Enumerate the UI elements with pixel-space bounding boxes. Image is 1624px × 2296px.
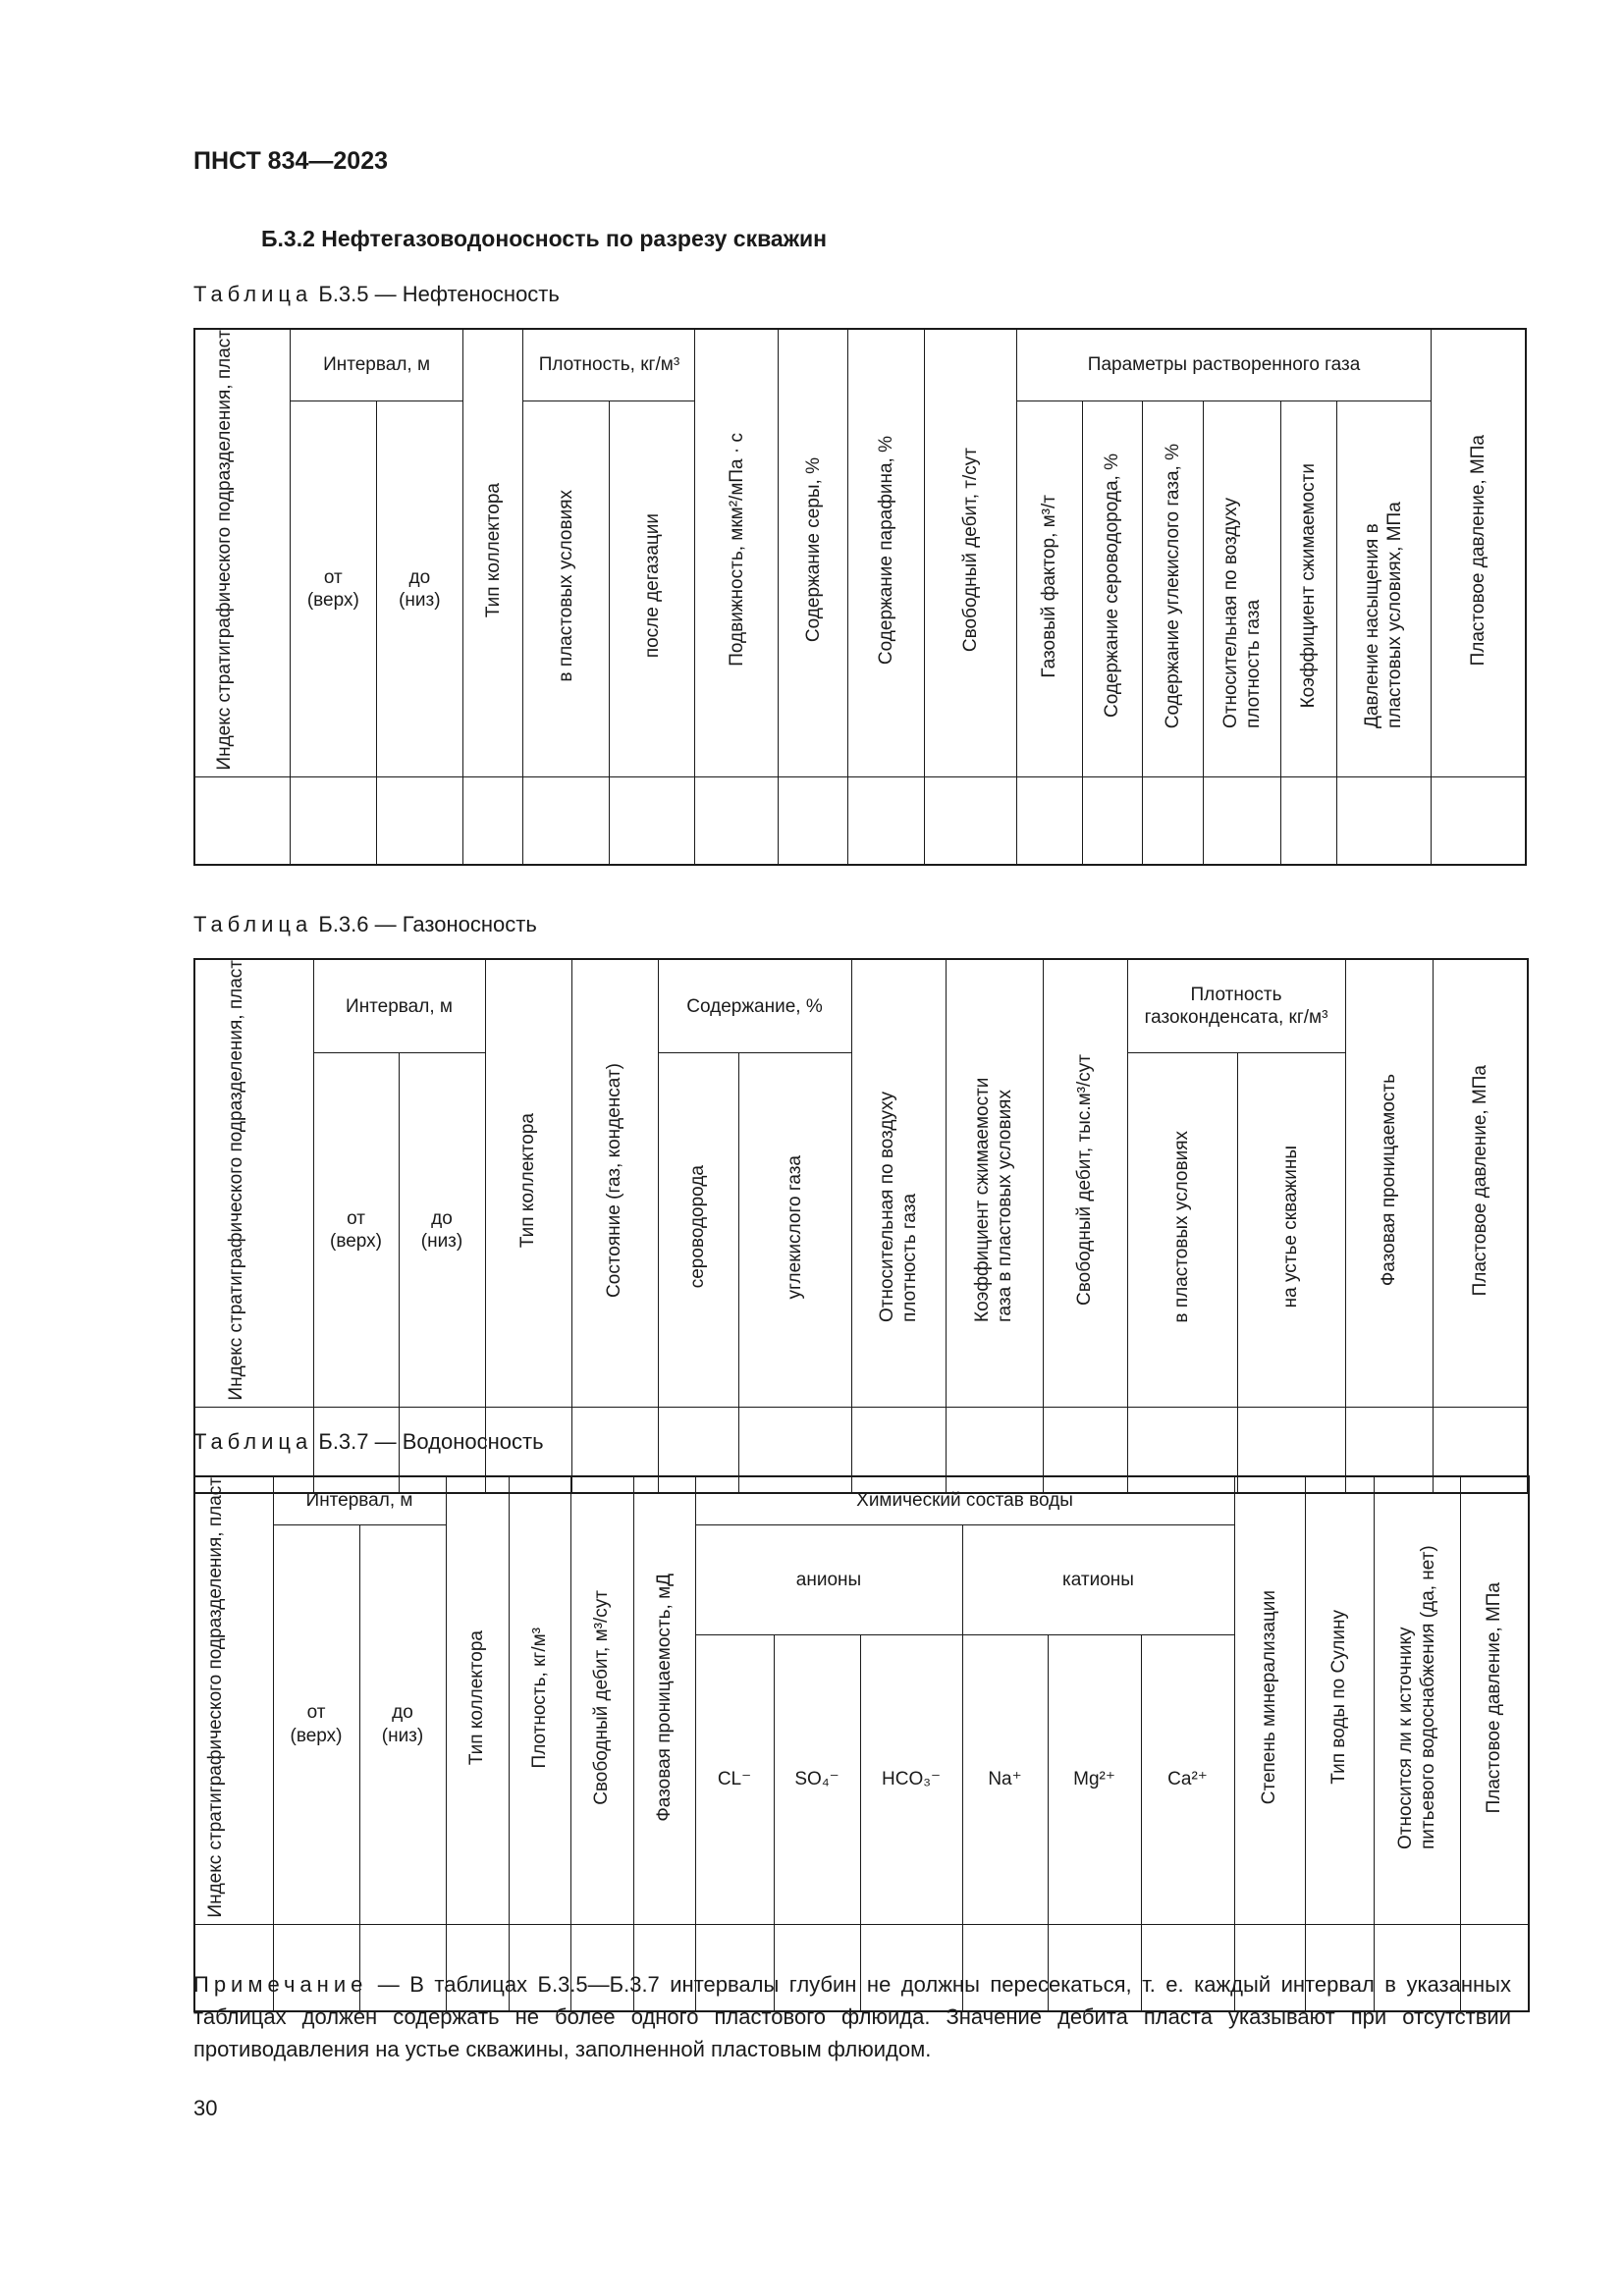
note [193, 1968, 1511, 2065]
col-pressure: Пластовое давление, МПа [1460, 1476, 1529, 1924]
col-state: Состояние (газ, конденсат) [571, 959, 658, 1407]
table2-caption [193, 912, 537, 937]
col-interval: Интервал, м [291, 329, 463, 401]
col-na: Na⁺ [962, 1634, 1048, 1924]
col-rate: Свободный дебит, тыс.м³/сут [1043, 959, 1127, 1407]
col-dens-res: в пластовых условиях [523, 401, 610, 777]
col-sat-pressure: Давление насыщения в пластовых условиях, МПа [1337, 401, 1432, 777]
col-from: от (верх) [273, 1524, 359, 1924]
col-wellhead: на устье скважины [1237, 1053, 1345, 1407]
col-h2s: сероводорода [658, 1053, 738, 1407]
col-sulfur: Содержание серы, % [778, 329, 847, 776]
col-compress: Коэффициент сжимаемости газа в пластовых условиях [946, 959, 1043, 1407]
table1-caption-word: Таблица [193, 282, 313, 306]
table1-caption-text: Б.3.5 — Нефтеносность [312, 282, 560, 306]
col-paraffin: Содержание парафина, % [848, 329, 924, 776]
col-drinking: Относится ли к источнику питьевого водоснабжения (да, нет) [1374, 1476, 1460, 1924]
col-sulin: Тип воды по Сулину [1305, 1476, 1374, 1924]
col-perm: Фазовая проницаемость [1345, 959, 1433, 1407]
table3-caption-word: Таблица [193, 1429, 313, 1454]
col-anions: анионы [695, 1524, 962, 1634]
col-interval: Интервал, м [273, 1476, 446, 1524]
col-co2: углекислого газа [738, 1053, 851, 1407]
table1-caption [193, 282, 560, 307]
col-rate: Свободный дебит, м³/сут [570, 1476, 633, 1924]
col-h2s: Содержание сероводорода, % [1082, 401, 1142, 777]
section-title: Б.3.2 Нефтегазоводоносность по разрезу скважин [261, 226, 828, 251]
table-row [194, 776, 1526, 865]
table2-caption-word: Таблица [193, 912, 313, 936]
col-mineral: Степень минерализации [1234, 1476, 1305, 1924]
col-ca: Ca²⁺ [1141, 1634, 1234, 1924]
col-to: до (низ) [359, 1524, 446, 1924]
table-water [193, 1475, 1530, 2012]
col-rate: Свободный дебит, т/сут [924, 329, 1017, 776]
col-dens-deg: после дегазации [609, 401, 695, 777]
col-interval: Интервал, м [313, 959, 485, 1053]
col-so4: SO₄⁻ [774, 1634, 860, 1924]
col-gas-params: Параметры растворенного газа [1017, 329, 1431, 401]
col-to: до (низ) [399, 1053, 485, 1407]
table-oil [193, 328, 1527, 866]
col-hco3: HCO₃⁻ [860, 1634, 962, 1924]
table3-caption [193, 1429, 544, 1455]
col-type: Тип коллектора [446, 1476, 509, 1924]
col-pressure: Пластовое давление, МПа [1431, 329, 1526, 776]
document-header: ПНСТ 834—2023 [193, 147, 388, 175]
col-content: Содержание, % [658, 959, 851, 1053]
col-from: от (верх) [291, 401, 377, 777]
col-res: в пластовых условиях [1127, 1053, 1237, 1407]
note-label: Примечание [193, 1972, 368, 1997]
page-number: 30 [193, 2096, 218, 2120]
col-gas-factor: Газовый фактор, м³/т [1017, 401, 1082, 777]
col-mg: Mg²⁺ [1048, 1634, 1141, 1924]
col-type: Тип коллектора [463, 329, 523, 776]
col-rel-density: Относительная по воздуху плотность газа [851, 959, 946, 1407]
col-cl: CL⁻ [695, 1634, 774, 1924]
col-mobility: Подвижность, мкм²/мПа · с [695, 329, 778, 776]
table3-caption-text: Б.3.7 — Водоносность [312, 1429, 544, 1454]
col-cations: катионы [962, 1524, 1234, 1634]
col-compress: Коэффициент сжимаемости [1280, 401, 1336, 777]
note-text: — В таблицах Б.3.5—Б.3.7 интервалы глубин не должны пересекаться, т. е. каждый интервал в указанных таблицах должен содержать не более одного пластового флюида. Значение дебита пласта указывают при отсутствии противодавления на устье скважины, заполненной пластовым флюидом. [193, 1972, 1511, 2061]
col-perm: Фазовая проницаемость, мД [633, 1476, 695, 1924]
table2-caption-text: Б.3.6 — Газоносность [312, 912, 537, 936]
col-from: от (верх) [313, 1053, 399, 1407]
col-density: Плотность, кг/м³ [523, 329, 695, 401]
col-chem: Химический состав воды [695, 1476, 1234, 1524]
col-index: Индекс стратиграфического подразделения, пласт [194, 959, 313, 1407]
col-index: Индекс стратиграфического подразделения, пласт [194, 329, 291, 776]
col-pressure: Пластовое давление, МПа [1433, 959, 1528, 1407]
table-gas [193, 958, 1529, 1494]
col-co2: Содержание углекислого газа, % [1143, 401, 1204, 777]
col-cond-density: Плотность газоконденсата, кг/м³ [1127, 959, 1345, 1053]
col-type: Тип коллектора [485, 959, 571, 1407]
col-density: Плотность, кг/м³ [509, 1476, 570, 1924]
col-index: Индекс стратиграфического подразделения, пласт [194, 1476, 273, 1924]
col-rel-density: Относительная по воздуху плотность газа [1204, 401, 1280, 777]
col-to: до (низ) [376, 401, 463, 777]
